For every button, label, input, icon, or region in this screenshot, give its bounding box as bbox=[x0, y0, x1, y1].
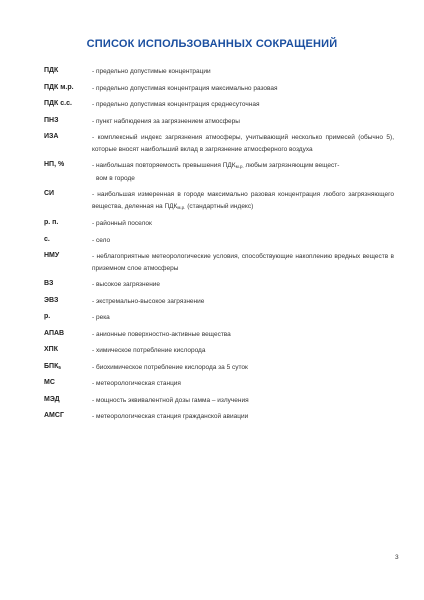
definition: - предельно допустимые концентрации bbox=[92, 68, 211, 75]
page-number: 3 bbox=[395, 554, 399, 561]
definition: - химическое потребление кислорода bbox=[92, 347, 206, 354]
list-item bbox=[44, 116, 394, 128]
list-item bbox=[44, 132, 394, 155]
page-title: СПИСОК ИСПОЛЬЗОВАННЫХ СОКРАЩЕНИЙ bbox=[86, 38, 338, 50]
definition: - экстремально-высокое загрязнение bbox=[92, 297, 205, 305]
abbreviation: МС bbox=[44, 379, 55, 386]
abbreviation: ЭВЗ bbox=[44, 296, 59, 304]
abbreviation: АМСГ bbox=[44, 412, 64, 419]
list-item bbox=[44, 189, 394, 213]
definition: - село bbox=[92, 236, 111, 244]
definition bbox=[92, 160, 394, 184]
list-item bbox=[44, 345, 394, 357]
list-item bbox=[44, 362, 394, 374]
definition: - предельно допустимая концентрация среднесуточная bbox=[92, 101, 260, 108]
abbreviation: ПНЗ bbox=[44, 116, 59, 124]
definition: - анионные поверхностно-активные вещества bbox=[92, 330, 231, 338]
definition-text: - наибольшая измеренная в городе максимально разовая концентрация любого загрязняющего вещества, деленная на ПДК bbox=[92, 191, 394, 210]
subscript: м.р. bbox=[177, 204, 186, 210]
list-item bbox=[44, 329, 394, 341]
list-item bbox=[44, 235, 394, 247]
definition: - предельно допустимая концентрация максимально разовая bbox=[92, 84, 278, 92]
list-item bbox=[44, 83, 394, 95]
list-item bbox=[44, 411, 394, 423]
subscript: м.р. bbox=[235, 164, 244, 169]
definition: - пункт наблюдения за загрязнением атмосферы bbox=[92, 117, 240, 125]
abbreviation: МЭД bbox=[44, 395, 60, 403]
list-item bbox=[44, 279, 394, 291]
abbreviation: АПАВ bbox=[44, 329, 65, 337]
list-item bbox=[44, 378, 394, 390]
list-item bbox=[44, 296, 394, 308]
subscript: 5 bbox=[58, 364, 61, 370]
list-item bbox=[44, 99, 394, 111]
definition-text: (стандартный индекс) bbox=[185, 202, 254, 210]
abbreviation bbox=[44, 362, 92, 372]
abbreviation-list bbox=[44, 66, 394, 428]
abbreviation: СИ bbox=[44, 190, 55, 197]
list-item bbox=[44, 312, 394, 324]
abbreviation: НМУ bbox=[44, 252, 60, 259]
abbreviation: р. bbox=[44, 313, 51, 320]
list-item bbox=[44, 218, 394, 230]
definition: - река bbox=[92, 314, 110, 321]
list-item bbox=[44, 160, 394, 184]
abbreviation: ВЗ bbox=[44, 280, 54, 287]
definition-text: - наибольшая повторяемость превышения ПДК bbox=[92, 162, 236, 169]
definition: - комплексный индекс загрязнения атмосферы, учитывающий несколько примесей (обычно 5), которые вносят наибольший вклад в загрязнение атмосферного воздуха bbox=[92, 134, 394, 153]
abbreviation: НП, % bbox=[44, 161, 65, 168]
definition-text: любым загрязняющим вещест- bbox=[243, 162, 340, 169]
definition: - неблагоприятные метеорологические условия, способствующие накоплению вредных веществ в приземном слое атмосферы bbox=[92, 253, 394, 272]
abbreviation: ПДК bbox=[44, 67, 59, 74]
abbreviation: ПДК с.с. bbox=[44, 100, 72, 107]
abbreviation: ПДК м.р. bbox=[44, 83, 74, 91]
definition bbox=[92, 189, 394, 213]
abbreviation: ХПК bbox=[44, 346, 58, 353]
definition: - районный поселок bbox=[92, 220, 152, 227]
definition: - метеорологическая станция гражданской авиации bbox=[92, 413, 249, 420]
abbreviation: с. bbox=[44, 235, 50, 243]
definition: - высокое загрязнение bbox=[92, 281, 161, 288]
definition: - биохимическое потребление кислорода за 5 суток bbox=[92, 363, 248, 371]
abbreviation: р. п. bbox=[44, 219, 59, 226]
definition: - метеорологическая станция bbox=[92, 380, 181, 387]
abbreviation-text: БПК bbox=[44, 362, 59, 370]
list-item bbox=[44, 251, 394, 274]
definition: - мощность эквивалентной дозы гамма – излучения bbox=[92, 396, 249, 404]
definition-continuation: вом в городе bbox=[96, 174, 135, 182]
list-item bbox=[44, 66, 394, 78]
list-item bbox=[44, 395, 394, 407]
abbreviation: ИЗА bbox=[44, 133, 59, 140]
